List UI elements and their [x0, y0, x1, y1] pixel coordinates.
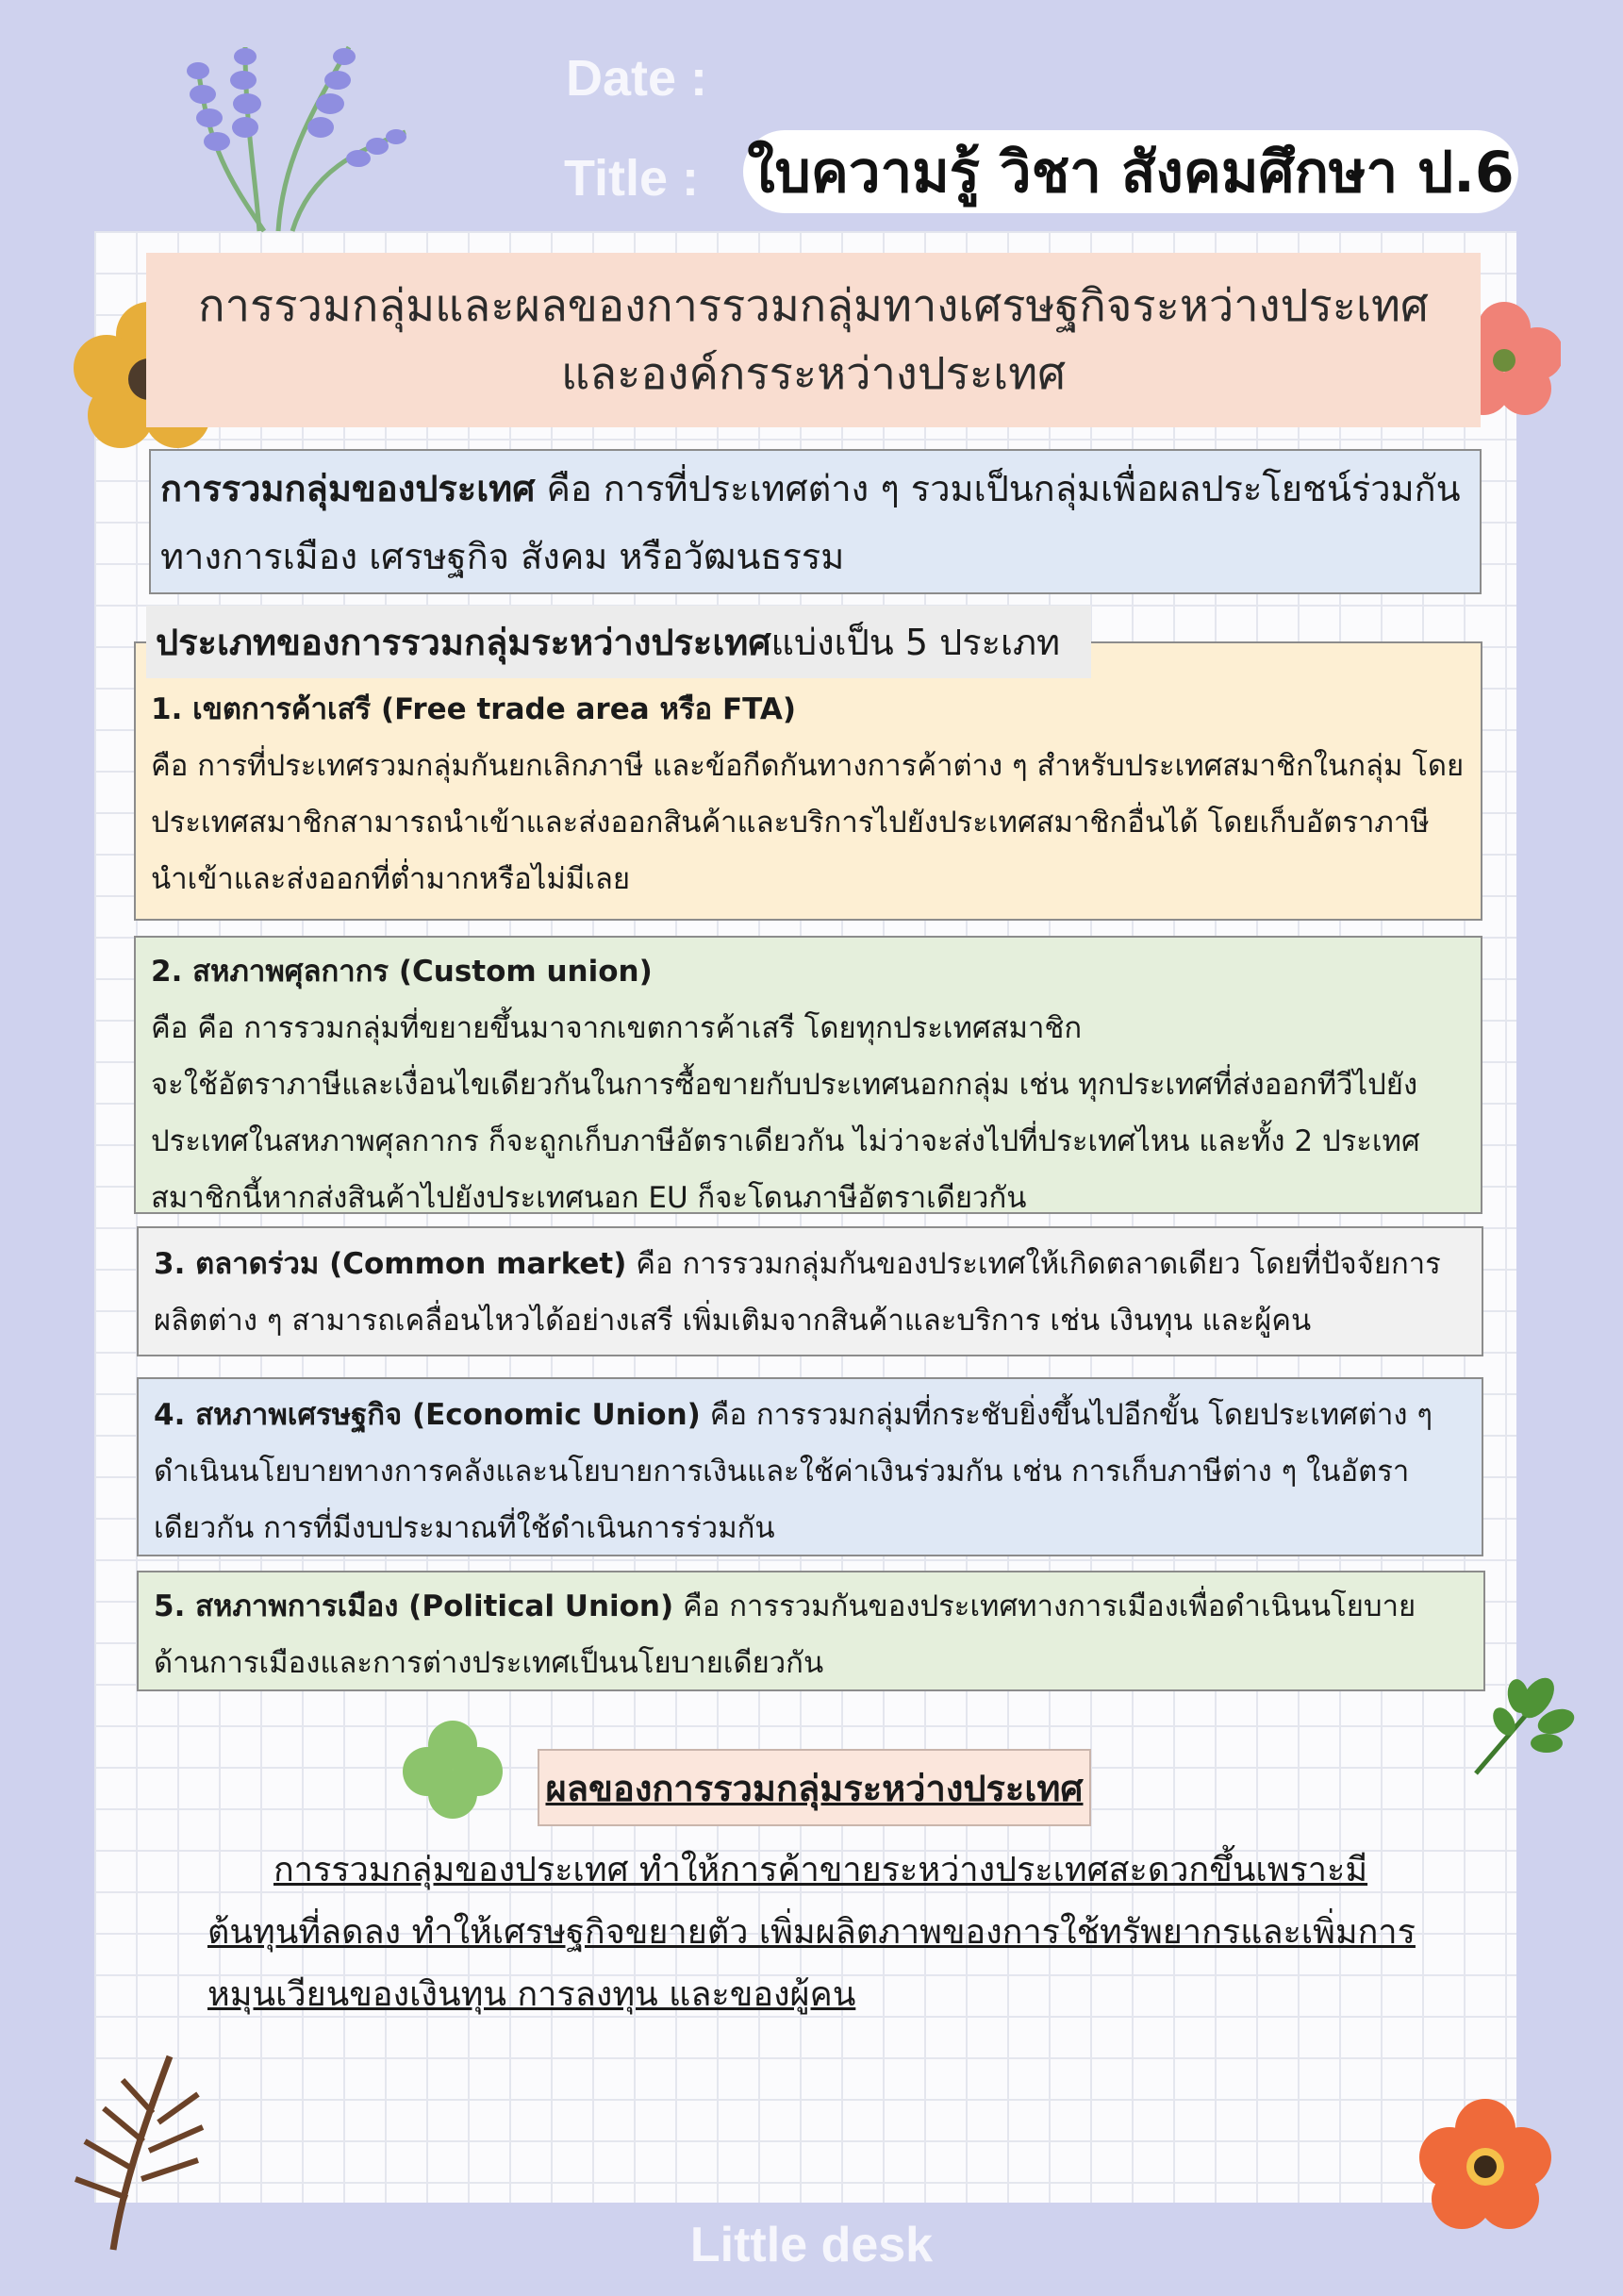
- title-value: ใบความรู้ วิชา สังคมศึกษา ป.6: [743, 130, 1518, 213]
- definition-text: คือ การที่ประเทศต่าง ๆ รวมเป็นกลุ่มเพื่อผลประโยชน์ร่วมกันทางการเมือง เศรษฐกิจ สังคม หรือวัฒนธรรม: [160, 468, 1461, 577]
- definition-box: [149, 449, 1482, 594]
- clover-icon: [401, 1717, 505, 1821]
- type-4-text: คือ การรวมกลุ่มที่กระชับยิ่งขึ้นไปอีกขั้น โดยประเทศต่าง ๆ ดำเนินนโยบายทางการคลังและนโยบายการเงินและใช้ค่าเงินร่วมกัน เช่น การเก็บภาษีต่าง ๆ ในอัตราเดียวกัน การที่มีงบประมาณที่ใช้ดำเนินการร่วมกัน: [154, 1398, 1433, 1545]
- type-1-title: 1. เขตการค้าเสรี (Free trade area หรือ FTA): [151, 692, 797, 726]
- effects-text: การรวมกลุ่มของประเทศ ทำให้การค้าขายระหว่างประเทศสะดวกขึ้นเพราะมีต้นทุนที่ลดลง ทำให้เศรษฐกิจขยายตัว เพิ่มผลิตภาพของการใช้ทรัพยากรและเพิ่มการหมุนเวียนของเงินทุน การลงทุน และของผู้คน: [207, 1851, 1416, 2014]
- type-5-box: [137, 1571, 1485, 1691]
- topic-line-1: การรวมกลุ่มและผลของการรวมกลุ่มทางเศรษฐกิจระหว่างประเทศ: [198, 279, 1429, 332]
- types-heading-bold: ประเภทของการรวมกลุ่มระหว่างประเทศ: [156, 622, 771, 663]
- type-3-box: [137, 1226, 1483, 1356]
- type-3-text: คือ การรวมกลุ่มกันของประเทศให้เกิดตลาดเดียว โดยที่ปัจจัยการผลิตต่าง ๆ สามารถเคลื่อนไหวได้อย่างเสรี เพิ่มเติมจากสินค้าและบริการ เช่น เงินทุน และผู้คน: [154, 1247, 1441, 1338]
- type-1-box: [134, 641, 1482, 921]
- type-4-title: 4. สหภาพเศรษฐกิจ (Economic Union): [154, 1398, 701, 1432]
- type-5-title: 5. สหภาพการเมือง (Political Union): [154, 1589, 674, 1623]
- orange-flower-icon: [1419, 2099, 1551, 2231]
- type-2-box: [134, 936, 1482, 1214]
- date-label: Date :: [566, 50, 708, 107]
- definition-term: การรวมกลุ่มของประเทศ: [160, 468, 536, 509]
- type-4-box: [137, 1377, 1483, 1556]
- type-2-text-rest: จะใช้อัตราภาษีและเงื่อนไขเดียวกันในการซื้อขายกับประเทศนอกกลุ่ม เช่น ทุกประเทศที่ส่งออกทีวีไปยังประเทศในสหภาพศุลกากร ก็จะถูกเก็บภาษีอัตราเดียวกัน ไม่ว่าจะส่งไปที่ประเทศไหน และทั้ง 2 ประเทศสมาชิกนี้หากส่งสินค้าไปยังประเทศนอก EU ก็จะโดนภาษีอัตราเดียวกัน: [151, 1068, 1420, 1215]
- type-3-title: 3. ตลาดร่วม (Common market): [154, 1247, 627, 1281]
- footer-brand: Little desk: [689, 2218, 934, 2272]
- lavender-icon: [170, 9, 434, 236]
- topic-line-2: และองค์กรระหว่างประเทศ: [560, 347, 1067, 400]
- types-heading: [146, 606, 1091, 678]
- type-5-text: คือ การรวมกันของประเทศทางการเมืองเพื่อดำเนินนโยบายด้านการเมืองและการต่างประเทศเป็นนโยบายเดียวกัน: [154, 1589, 1416, 1680]
- types-heading-rest: แบ่งเป็น 5 ประเภท: [770, 622, 1061, 663]
- type-1-text: คือ การที่ประเทศรวมกลุ่มกันยกเลิกภาษี และข้อกีดกันทางการค้าต่าง ๆ สำหรับประเทศสมาชิกในกลุ่ม โดยประเทศสมาชิกสามารถนำเข้าและส่งออกสินค้าและบริการไปยังประเทศสมาชิกอื่นได้ โดยเก็บอัตราภาษีนำเข้าและส่งออกที่ต่ำมากหรือไม่มีเลย: [151, 749, 1465, 896]
- type-2-title: 2. สหภาพศุลกากร (Custom union): [151, 955, 653, 989]
- type-2-text-line1: คือ คือ การรวมกลุ่มที่ขยายขึ้นมาจากเขตการค้าเสรี โดยทุกประเทศสมาชิก: [151, 1011, 1083, 1045]
- topic-banner: [146, 253, 1481, 427]
- effects-title: ผลของการรวมกลุ่มระหว่างประเทศ: [538, 1749, 1091, 1826]
- title-label: Title :: [564, 150, 700, 207]
